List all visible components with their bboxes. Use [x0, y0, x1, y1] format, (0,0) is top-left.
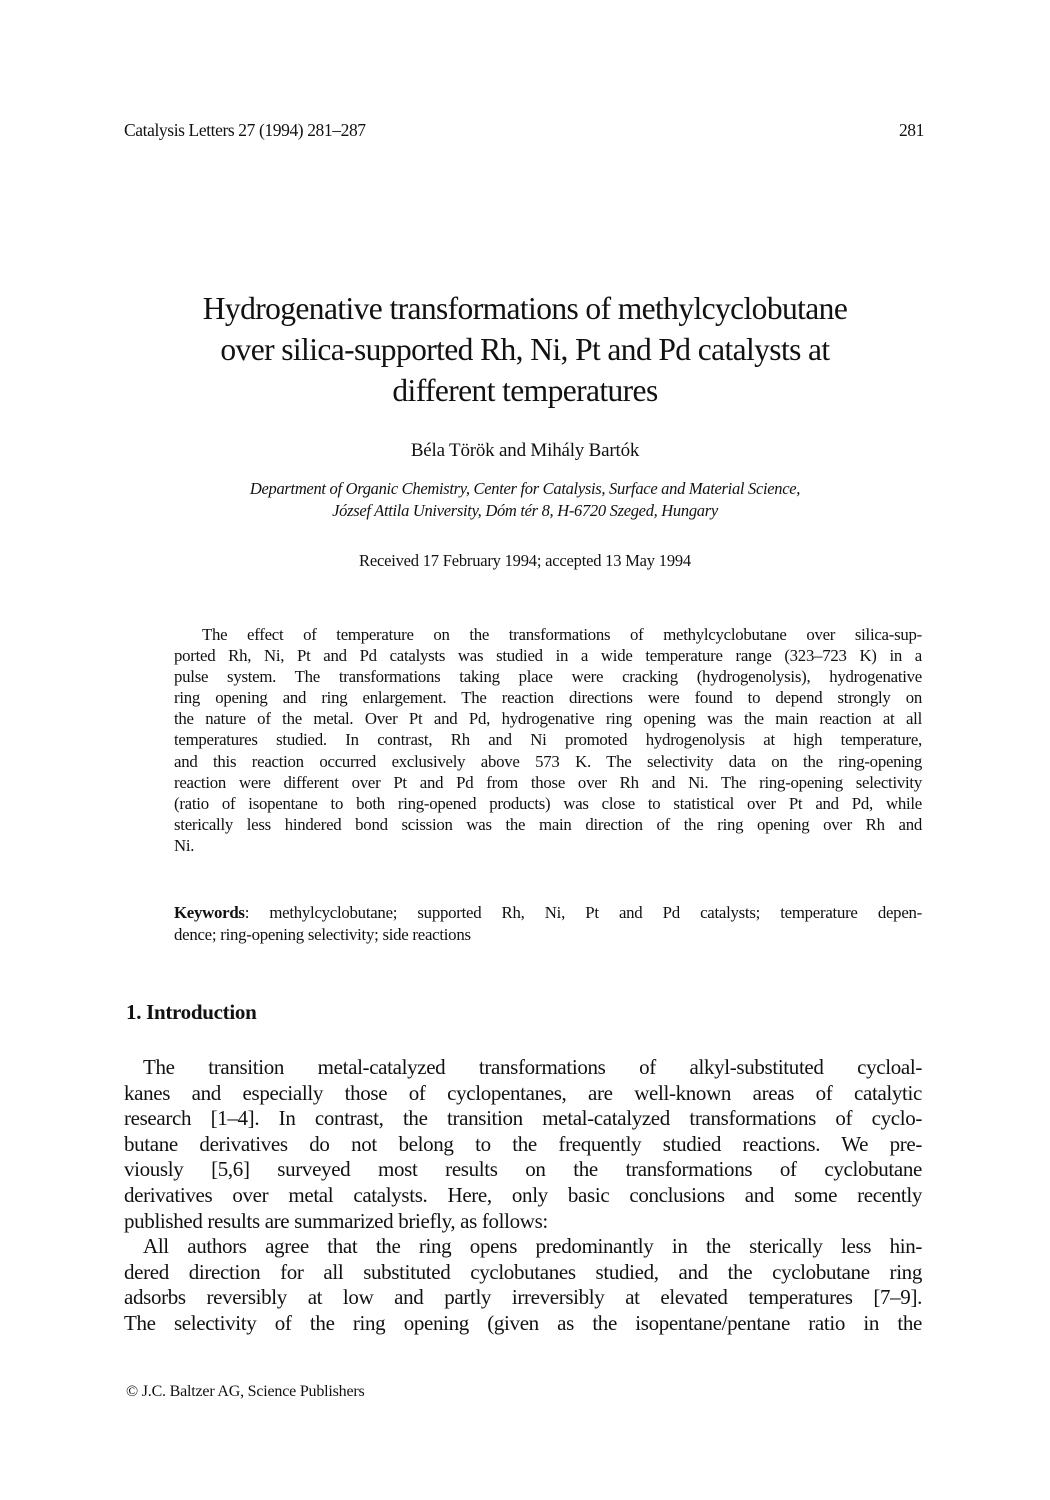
page-number: 281: [898, 120, 924, 140]
section-heading: 1. Introduction: [126, 1000, 257, 1024]
authors: Béla Török and Mihály Bartók: [410, 440, 640, 461]
journal-citation: Catalysis Letters 27 (1994) 281–287: [124, 120, 366, 140]
abstract-line: sterically less hindered bond scission was the main direction of the ring opening over Rh and: [174, 814, 922, 834]
title-line: over silica-supported Rh, Ni, Pt and Pd catalysts at: [220, 332, 830, 367]
abstract-line: temperatures studied. In contrast, Rh and Ni promoted hydrogenolysis at high temperature,: [174, 730, 922, 750]
keywords-line: dence; ring-opening selectivity; side reactions: [174, 924, 471, 944]
abstract-line: reaction were different over Pt and Pd from those over Rh and Ni. The ring-opening selectivity: [174, 772, 922, 792]
body-line: The transition metal-catalyzed transformations of alkyl-substituted cycloal-: [143, 1055, 922, 1079]
abstract-line: ported Rh, Ni, Pt and Pd catalysts was studied in a wide temperature range (323–723 K) in a: [174, 646, 922, 666]
copyright-footer: © J.C. Baltzer AG, Science Publishers: [126, 1383, 365, 1400]
received-dates: Received 17 February 1994; accepted 13 May 1994: [359, 551, 691, 570]
affiliation-line: Department of Organic Chemistry, Center for Catalysis, Surface and Material Science,: [249, 479, 801, 498]
body-line: dered direction for all substituted cyclobutanes studied, and the cyclobutane ring: [124, 1259, 922, 1284]
title-line: Hydrogenative transformations of methylcyclobutane: [202, 291, 848, 326]
body-line: derivatives over metal catalysts. Here, only basic conclusions and some recently: [124, 1182, 922, 1207]
abstract-line: and this reaction occurred exclusively above 573 K. The selectivity data on the ring-opening: [174, 751, 922, 771]
abstract-line: pulse system. The transformations taking place were cracking (hydrogenolysis), hydrogenative: [174, 667, 922, 687]
title-line: different temperatures: [392, 373, 658, 408]
keywords: [174, 902, 922, 945]
abstract-line: The effect of temperature on the transformations of methylcyclobutane over silica-sup-: [202, 625, 922, 644]
paper-title: [100, 288, 950, 411]
body-line: research [1–4]. In contrast, the transition metal-catalyzed transformations of cyclo-: [124, 1106, 922, 1131]
body-line: viously [5,6] surveyed most results on the transformations of cyclobutane: [124, 1157, 922, 1182]
abstract-line: ring opening and ring enlargement. The reaction directions were found to depend strongly on: [174, 688, 922, 708]
body-line: The selectivity of the ring opening (given as the isopentane/pentane ratio in the: [124, 1310, 922, 1335]
abstract-line: Ni.: [174, 835, 195, 855]
keywords-line: [174, 902, 922, 924]
affiliation-line: József Attila University, Dóm tér 8, H-6720 Szeged, Hungary: [332, 501, 718, 520]
keywords-text: : methylcyclobutane; supported Rh, Ni, Pt and Pd catalysts; temperature depen-: [244, 903, 922, 922]
abstract-line: the nature of the metal. Over Pt and Pd, hydrogenative ring opening was the main reaction at all: [174, 709, 922, 729]
abstract: [174, 624, 922, 856]
affiliation: [100, 478, 950, 522]
abstract-line: (ratio of isopentane to both ring-opened products) was close to statistical over Pt and Pd, while: [174, 793, 922, 813]
body-line: adsorbs reversibly at low and partly irreversibly at elevated temperatures [7–9].: [124, 1285, 922, 1310]
body-line: butane derivatives do not belong to the frequently studied reactions. We pre-: [124, 1131, 922, 1156]
keywords-label: Keywords: [174, 903, 245, 922]
running-head: [124, 120, 924, 142]
body-line: kanes and especially those of cyclopentanes, are well-known areas of catalytic: [124, 1080, 922, 1105]
introduction-body: [124, 1055, 922, 1337]
body-line: All authors agree that the ring opens predominantly in the sterically less hin-: [143, 1234, 922, 1259]
body-line: published results are summarized briefly, as follows:: [124, 1208, 548, 1233]
